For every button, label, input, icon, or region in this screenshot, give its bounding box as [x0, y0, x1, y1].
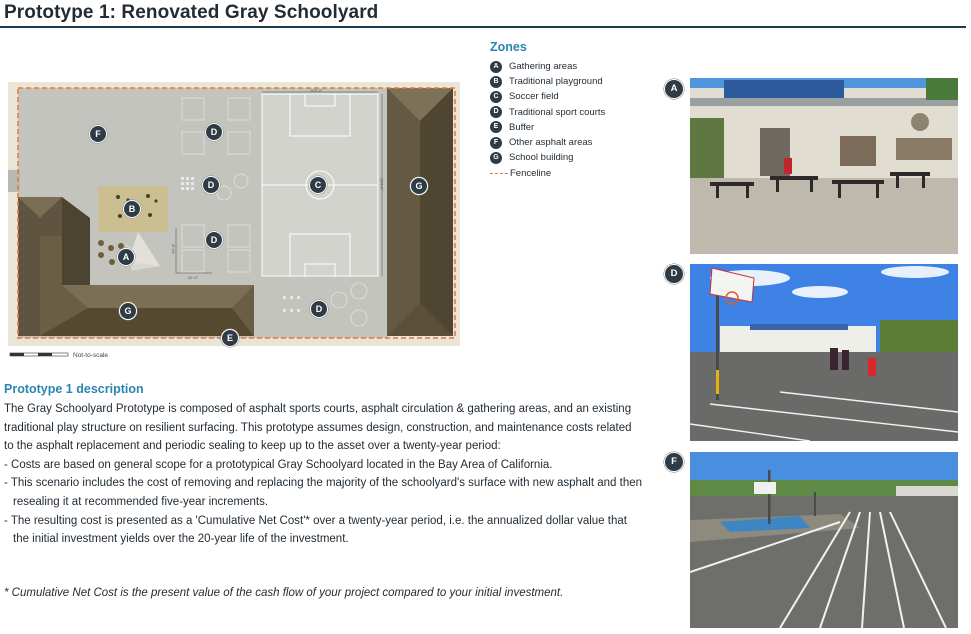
legend-label: School building	[509, 152, 574, 164]
legend-label: Gathering areas	[509, 61, 578, 73]
legend-badge: F	[490, 137, 502, 149]
legend-item	[490, 89, 605, 104]
legend-label: Other asphalt areas	[509, 137, 593, 149]
legend-item	[490, 135, 605, 150]
legend-label: Traditional playground	[509, 76, 603, 88]
footnote: * Cumulative Net Cost is the present value of the cash flow of your project compared to your initial investment.	[4, 587, 564, 599]
legend-label: Soccer field	[509, 91, 559, 103]
legend-item	[490, 150, 605, 165]
dimension-label: 224'-0"	[379, 178, 385, 191]
photo-badge-d: D	[664, 264, 684, 284]
fenceline-label: Fenceline	[510, 168, 552, 179]
scale-label: Not-to-scale	[73, 352, 109, 359]
legend-label: Traditional sport courts	[509, 106, 606, 118]
plan-badge-e: E	[221, 329, 239, 347]
page-title: Prototype 1: Renovated Gray Schoolyard	[4, 2, 379, 23]
plan-badge-f: F	[89, 125, 107, 143]
legend-badge: E	[490, 121, 502, 133]
description-heading: Prototype 1 description	[4, 382, 144, 396]
zones-heading: Zones	[490, 40, 527, 54]
photo-d-sport-courts	[690, 264, 958, 441]
fenceline-swatch	[490, 173, 508, 174]
legend-badge: C	[490, 91, 502, 103]
plan-badge-g: G	[119, 302, 137, 320]
legend-badge: G	[490, 152, 502, 164]
site-plan-drawing	[0, 0, 480, 380]
description-intro: The Gray Schoolyard Prototype is composed of asphalt sports courts, asphalt circulation & gathering areas, and an existing traditional play structure on resilient surfacing. This prototype assumes design, construction, and maintenance costs related to the asphalt replacement and periodic sealing to keep up to the asset over a twenty-year period:	[4, 403, 632, 453]
photo-badge-a: A	[664, 79, 684, 99]
description-bullet: - This scenario includes the cost of removing and replacing the majority of the schoolyard's surface with new asphalt and then resealing it at recommended five-year increments.	[4, 477, 643, 508]
legend-item	[490, 74, 605, 89]
description-bullet: - The resulting cost is presented as a 'Cumulative Net Cost'* over a twenty-year period, i.e. the annualized dollar value that the initial investment yields over the 20-year life of the investment.	[4, 514, 627, 546]
site-plan	[0, 0, 480, 380]
plan-badge-d: D	[310, 300, 328, 318]
dimension-label: 103'-0"	[310, 88, 323, 93]
legend-item	[490, 120, 605, 135]
plan-badge-c: C	[309, 176, 327, 194]
plan-badge-a: A	[117, 248, 135, 266]
dimension-label: 40'-0"	[170, 243, 176, 254]
dimension-label: 42'-0"	[188, 275, 199, 280]
plan-badge-g: G	[410, 177, 428, 195]
plan-badge-d: D	[205, 123, 223, 141]
description-bullet: - Costs are based on general scope for a prototypical Gray Schoolyard located in the Bay Area of California.	[4, 458, 553, 471]
zones-legend	[490, 59, 605, 165]
legend-badge: D	[490, 106, 502, 118]
plan-badge-d: D	[202, 176, 220, 194]
scale-bar	[10, 353, 68, 356]
legend-label: Buffer	[509, 121, 535, 133]
legend-fenceline	[490, 168, 551, 179]
legend-badge: B	[490, 76, 502, 88]
photo-f-asphalt-areas	[690, 452, 958, 628]
legend-item	[490, 105, 605, 120]
plan-badge-b: B	[123, 200, 141, 218]
photo-badge-f: F	[664, 452, 684, 472]
plan-badge-d: D	[205, 231, 223, 249]
photo-a-gathering-area	[690, 78, 958, 254]
school-building-east	[387, 88, 453, 336]
legend-item	[490, 59, 605, 74]
description-body	[4, 400, 644, 549]
legend-badge: A	[490, 61, 502, 73]
